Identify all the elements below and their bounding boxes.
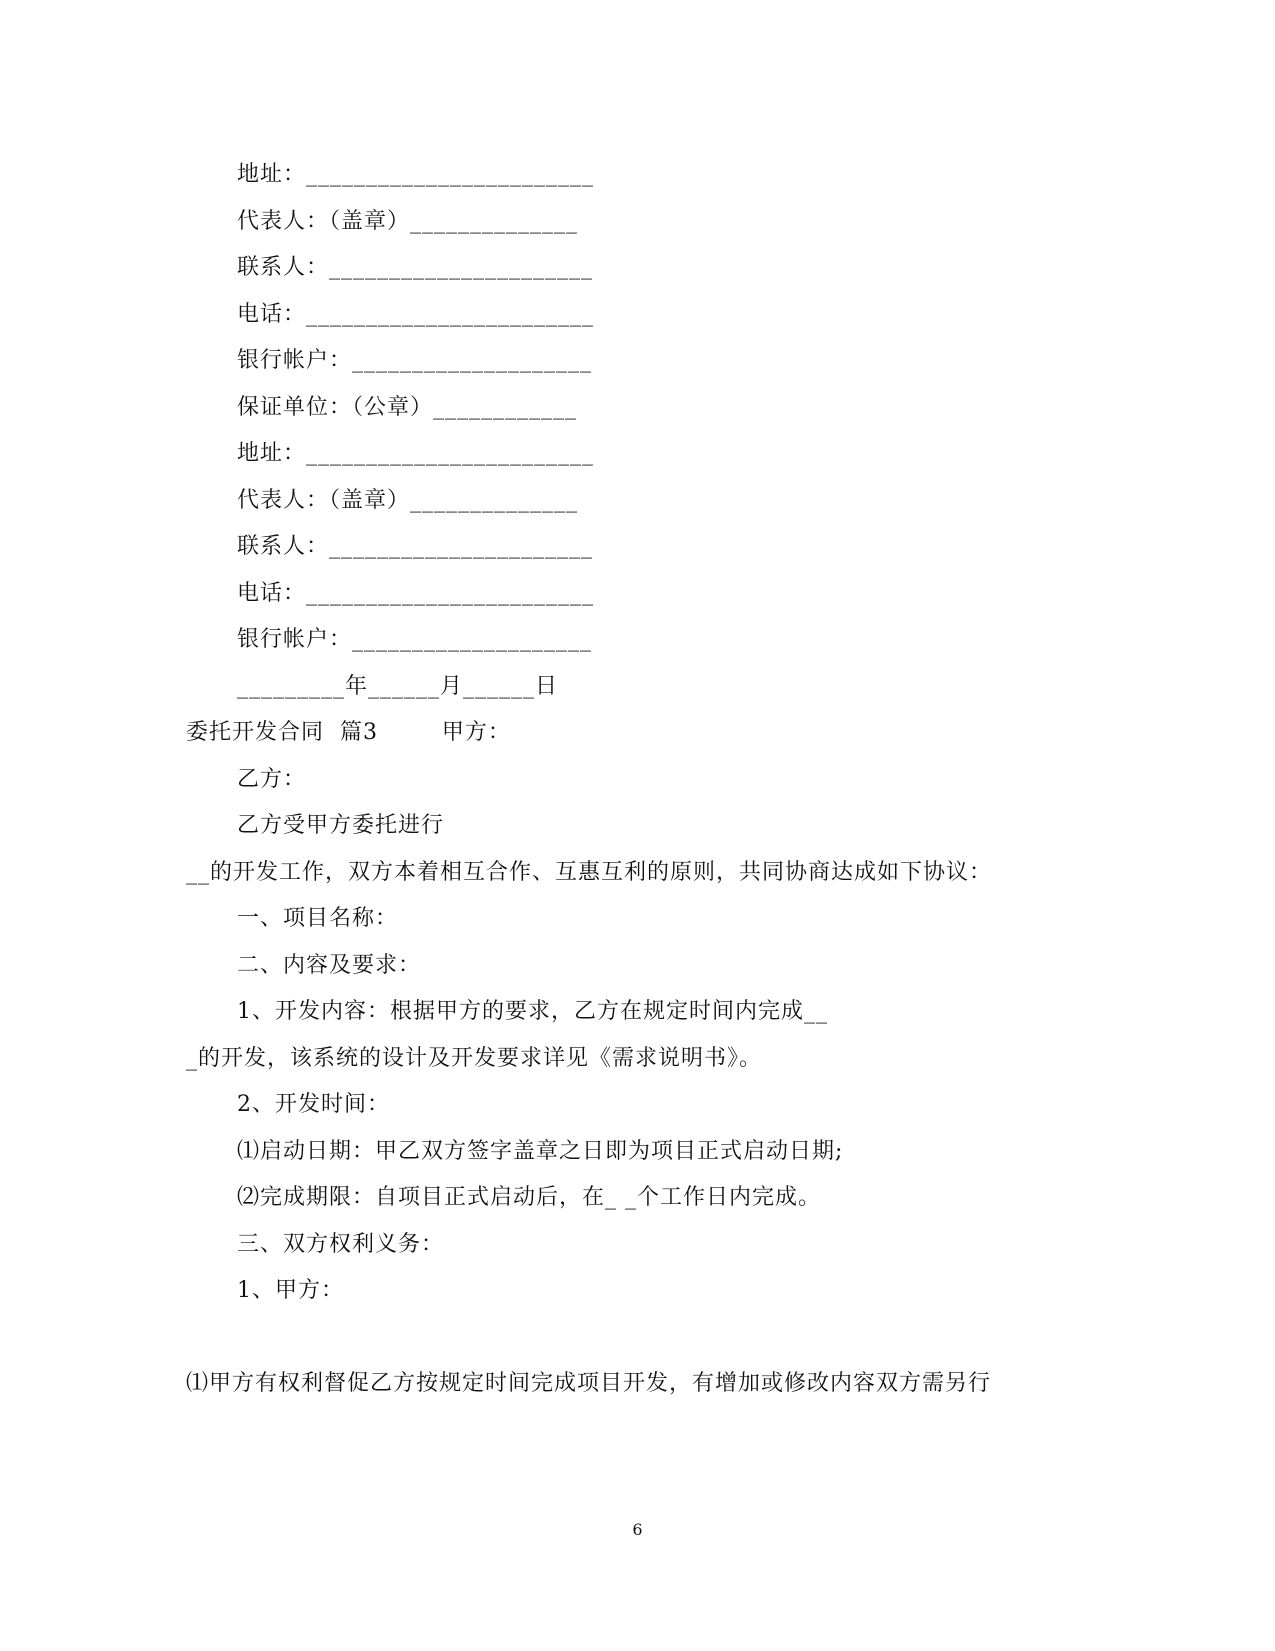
guarantor-unit-bank-line: 银行帐户：____________________ xyxy=(237,627,593,652)
item-dev-content-line-2: _的开发，该系统的设计及开发要求详见《需求说明书》。 xyxy=(186,1046,763,1071)
guarantor-contact-line: 联系人：______________________ xyxy=(237,255,594,280)
contract-heading-line: 委托开发合同 篇3 甲方： xyxy=(186,720,511,745)
item-dev-time: 2、开发时间： xyxy=(237,1092,390,1117)
item-start-date: ⑴启动日期：甲乙双方签字盖章之日即为项目正式启动日期; xyxy=(237,1139,844,1164)
guarantor-address-line: 地址：________________________ xyxy=(237,162,595,187)
item-party-a: 1、甲方： xyxy=(237,1278,344,1303)
section-project-name: 一、项目名称： xyxy=(237,906,399,931)
page-number: 6 xyxy=(632,1520,643,1539)
guarantor-unit-representative-line: 代表人：（盖章）______________ xyxy=(237,488,579,513)
section-rights-obligations: 三、双方权利义务： xyxy=(237,1232,445,1257)
item-completion-deadline: ⑵完成期限：自项目正式启动后，在_ _个工作日内完成。 xyxy=(237,1185,821,1210)
guarantor-unit-contact-line: 联系人：______________________ xyxy=(237,534,594,559)
guarantor-unit-phone-line: 电话：________________________ xyxy=(237,581,595,606)
intro-line-1: 乙方受甲方委托进行 xyxy=(237,813,445,838)
guarantor-unit-address-line: 地址：________________________ xyxy=(237,441,595,466)
section-content-requirements: 二、内容及要求： xyxy=(237,953,422,978)
date-line: _________年______月______日 xyxy=(237,674,559,699)
intro-line-2: __的开发工作，双方本着相互合作、互惠互利的原则，共同协商达成如下协议： xyxy=(186,860,993,885)
party-b-line: 乙方： xyxy=(237,767,307,792)
guarantor-bank-line: 银行帐户：____________________ xyxy=(237,348,593,373)
guarantor-phone-line: 电话：________________________ xyxy=(237,302,595,327)
item-dev-content-line-1: 1、开发内容：根据甲方的要求，乙方在规定时间内完成__ xyxy=(237,999,828,1024)
guarantor-representative-line: 代表人：（盖章）______________ xyxy=(237,209,579,234)
item-party-a-right-1: ⑴甲方有权利督促乙方按规定时间完成项目开发，有增加或修改内容双方需另行 xyxy=(186,1371,992,1396)
guarantor-unit-line: 保证单位：（公章）____________ xyxy=(237,395,578,420)
